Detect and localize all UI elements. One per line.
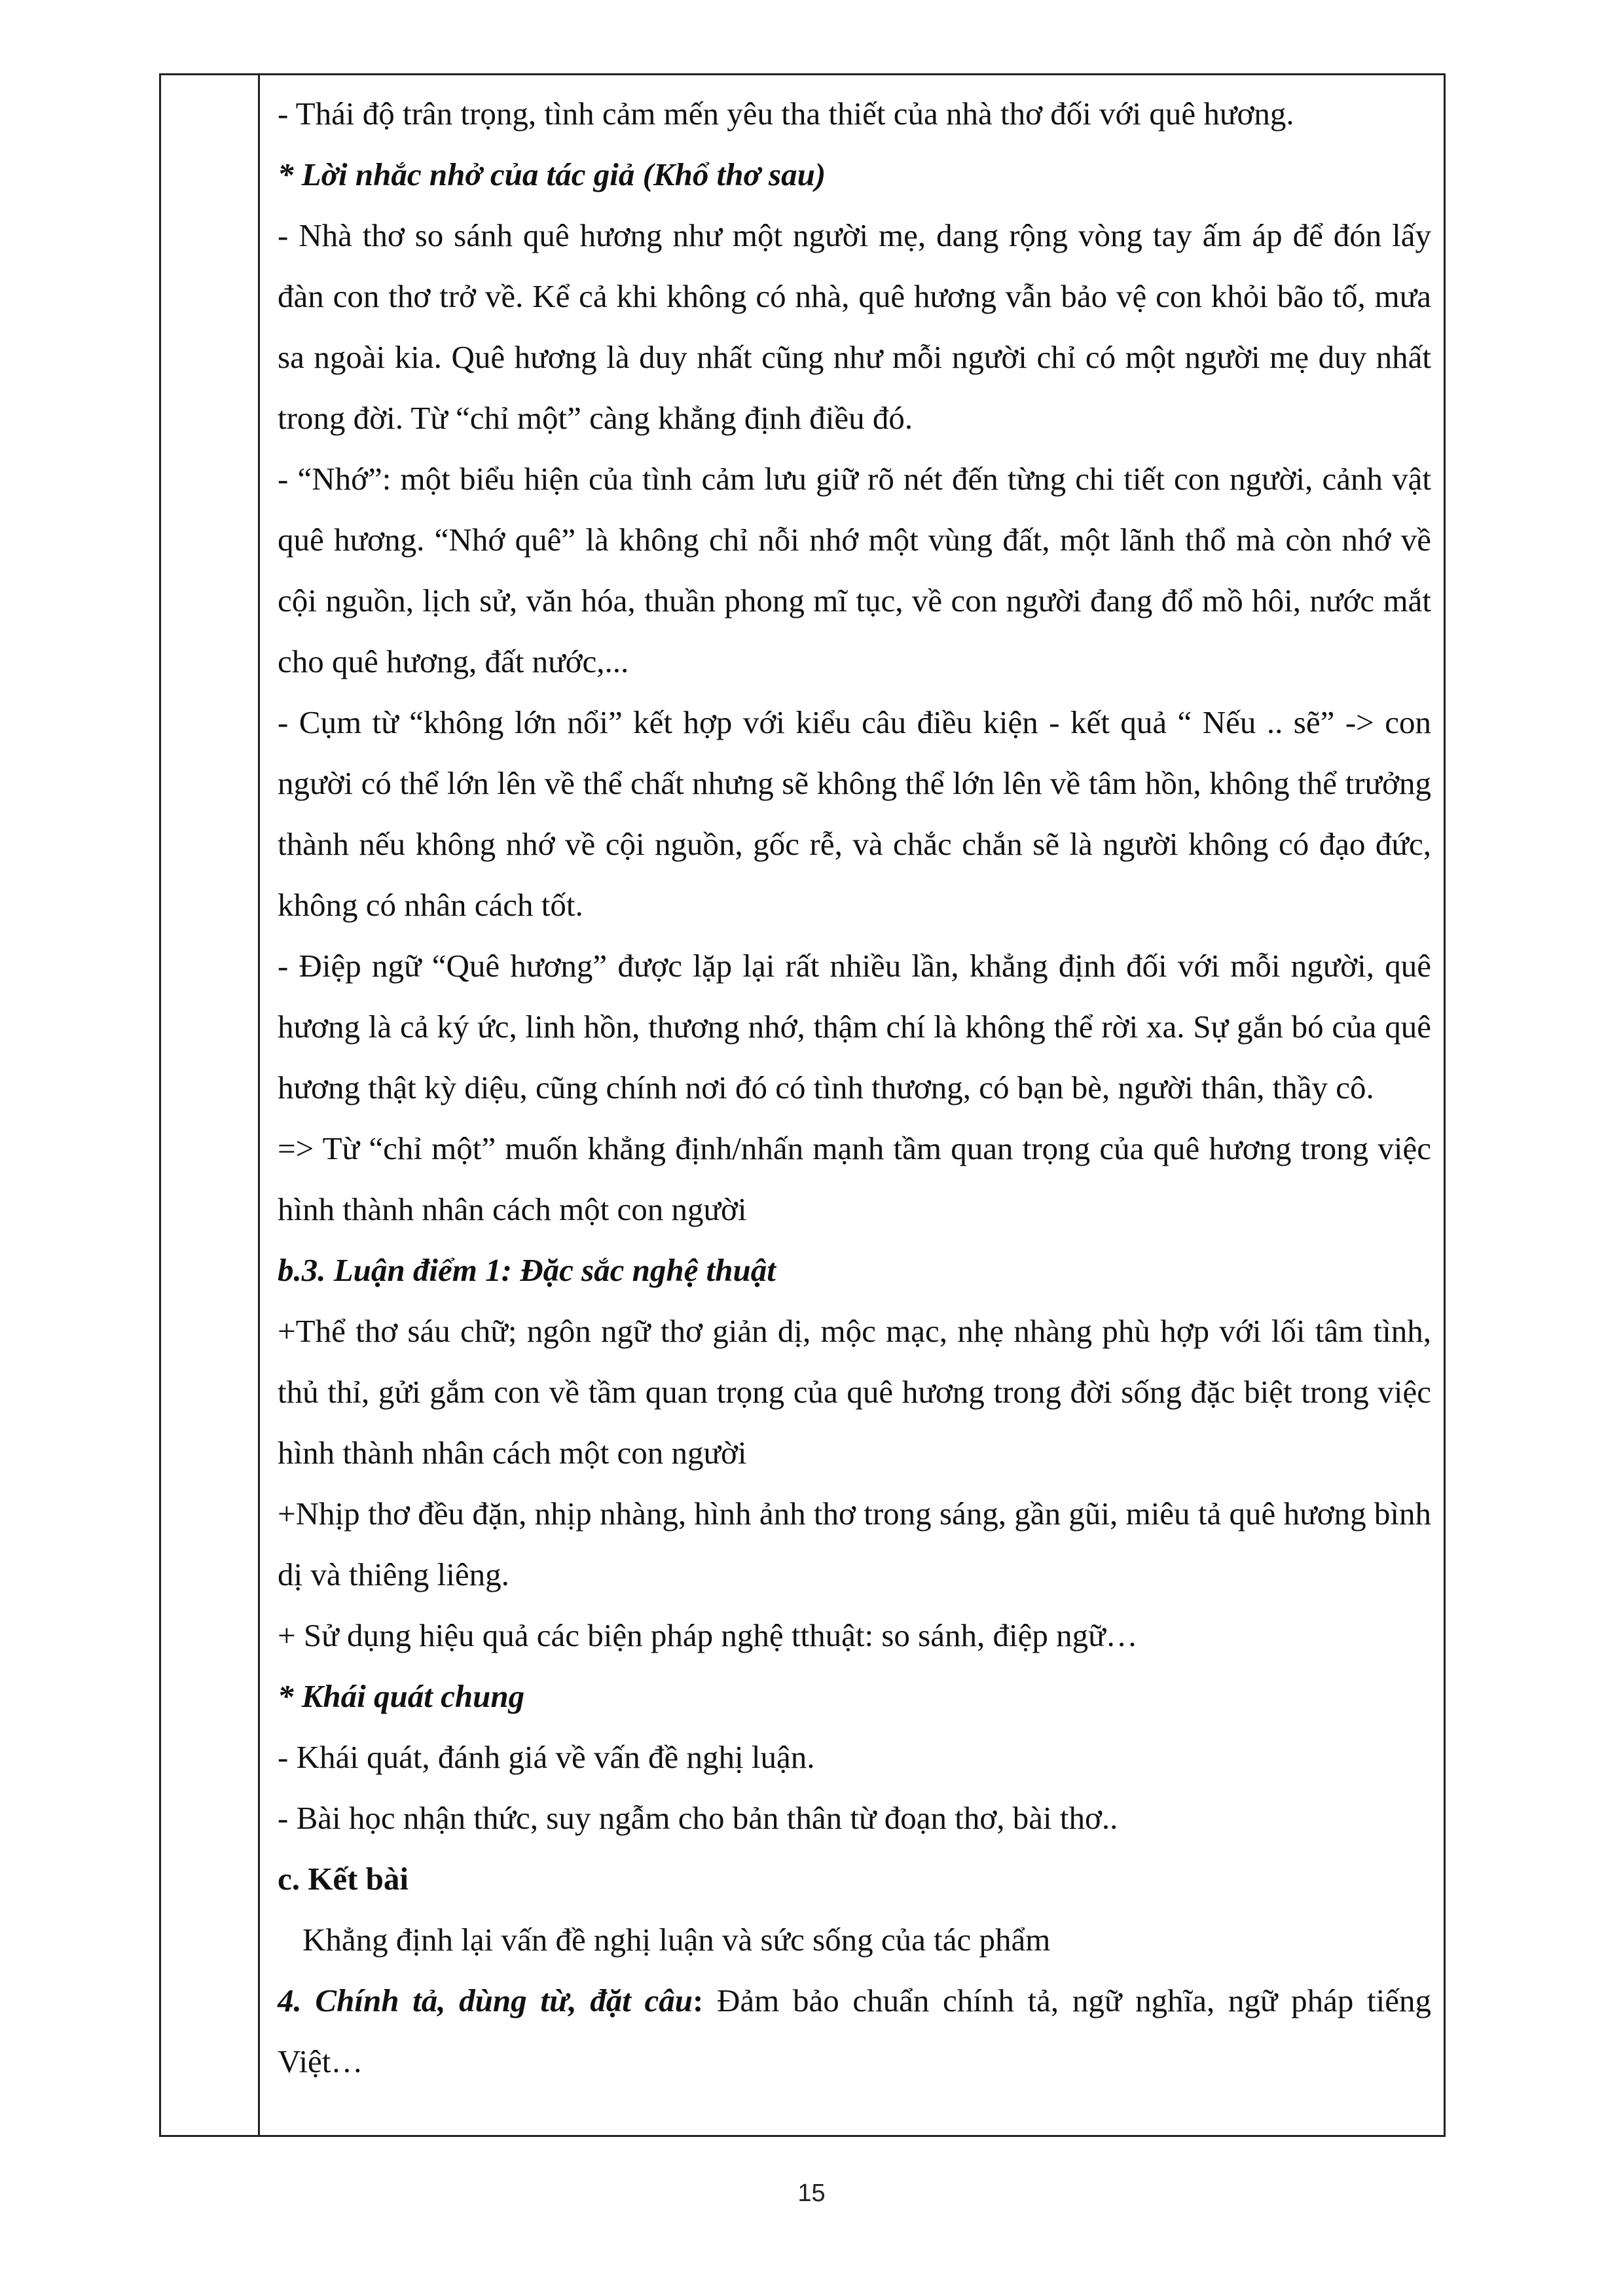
spelling-text: Đảm bảo chuẩn chính tả, ngữ nghĩa, ngữ pháp tiếng Việt… [278,1982,1431,2079]
paragraph-khong-lon-noi: - Cụm từ “không lớn nổi” kết hợp với kiểu câu điều kiện - kết quả “ Nếu .. sẽ” -> con người có thể lớn lên về thể chất nhưng sẽ không thể lớn lên về tâm hồn, không thể trưởng thành nếu không nhớ về cội nguồn, gốc rễ, và chắc chắn sẽ là người không có đạo đức, không có nhân cách tốt. [278,704,1431,923]
paragraph-conclusion-chi-mot: => Từ “chỉ một” muốn khẳng định/nhấn mạnh tầm quan trọng của quê hương trong việc hình thành nhân cách một con người [278,1130,1431,1227]
paragraph-nho: - “Nhớ”: một biểu hiện của tình cảm lưu giữ rõ nét đến từng chi tiết con người, cảnh vật quê hương. “Nhớ quê” là không chỉ nỗi nhớ một vùng đất, một lãnh thổ mà còn nhớ về cội nguồn, lịch sử, văn hóa, thuần phong mĩ tục, về con người đang đổ mồ hôi, nước mắt cho quê hương, đất nước,... [278,461,1431,679]
table-column-divider [258,75,260,2135]
heading-art-features: b.3. Luận điểm 1: Đặc sắc nghệ thuật [278,1252,776,1288]
table-content-cell [278,83,1431,2092]
heading-author-reminder: * Lời nhắc nhở của tác giả (Khổ thơ sau) [278,156,826,192]
paragraph-rhythm: +Nhịp thơ đều đặn, nhịp nhàng, hình ảnh thơ trong sáng, gần gũi, miêu tả quê hương bình dị và thiêng liêng. [278,1496,1431,1592]
paragraph-devices: + Sử dụng hiệu quả các biện pháp nghệ tthuật: so sánh, điệp ngữ… [278,1617,1138,1653]
paragraph-mother-comparison: - Nhà thơ so sánh quê hương như một người mẹ, dang rộng vòng tay ấm áp để đón lấy đàn con thơ trở về. Kể cả khi không có nhà, quê hương vẫn bảo vệ con khỏi bão tố, mưa sa ngoài kia. Quê hương là duy nhất cũng như mỗi người chỉ có một người mẹ duy nhất trong đời. Từ “chỉ một” càng khẳng định điều đó. [278,217,1431,436]
paragraph-lesson: - Bài học nhận thức, suy ngẫm cho bản thân từ đoạn thơ, bài thơ.. [278,1800,1118,1836]
document-table [159,73,1446,2137]
paragraph-spelling [278,1970,1431,2092]
heading-conclusion: c. Kết bài [278,1861,409,1897]
paragraph-summary-evaluate: - Khái quát, đánh giá về vấn đề nghị luận. [278,1739,815,1775]
heading-general-summary: * Khái quát chung [278,1678,525,1714]
paragraph-diep-ngu: - Điệp ngữ “Quê hương” được lặp lại rất nhiều lần, khẳng định đối với mỗi người, quê hương là cả ký ức, linh hồn, thương nhớ, thậm chí là không thể rời xa. Sự gắn bó của quê hương thật kỳ diệu, cũng chính nơi đó có tình thương, có bạn bè, người thân, thầy cô. [278,948,1431,1105]
spelling-heading: 4. Chính tả, dùng từ, đặt câu [278,1982,693,2018]
spelling-colon: : [693,1982,704,2018]
paragraph-six-word-form: +Thể thơ sáu chữ; ngôn ngữ thơ giản dị, mộc mạc, nhẹ nhàng phù hợp với lối tâm tình, thủ thỉ, gửi gắm con về tầm quan trọng của quê hương trong đời sống đặc biệt trong việc hình thành nhân cách một con người [278,1313,1431,1471]
paragraph-attitude: - Thái độ trân trọng, tình cảm mến yêu tha thiết của nhà thơ đối với quê hương. [278,96,1294,132]
paragraph-conclusion-text: Khẳng định lại vấn đề nghị luận và sức sống của tác phẩm [302,1922,1051,1958]
page-number: 15 [797,2179,826,2207]
